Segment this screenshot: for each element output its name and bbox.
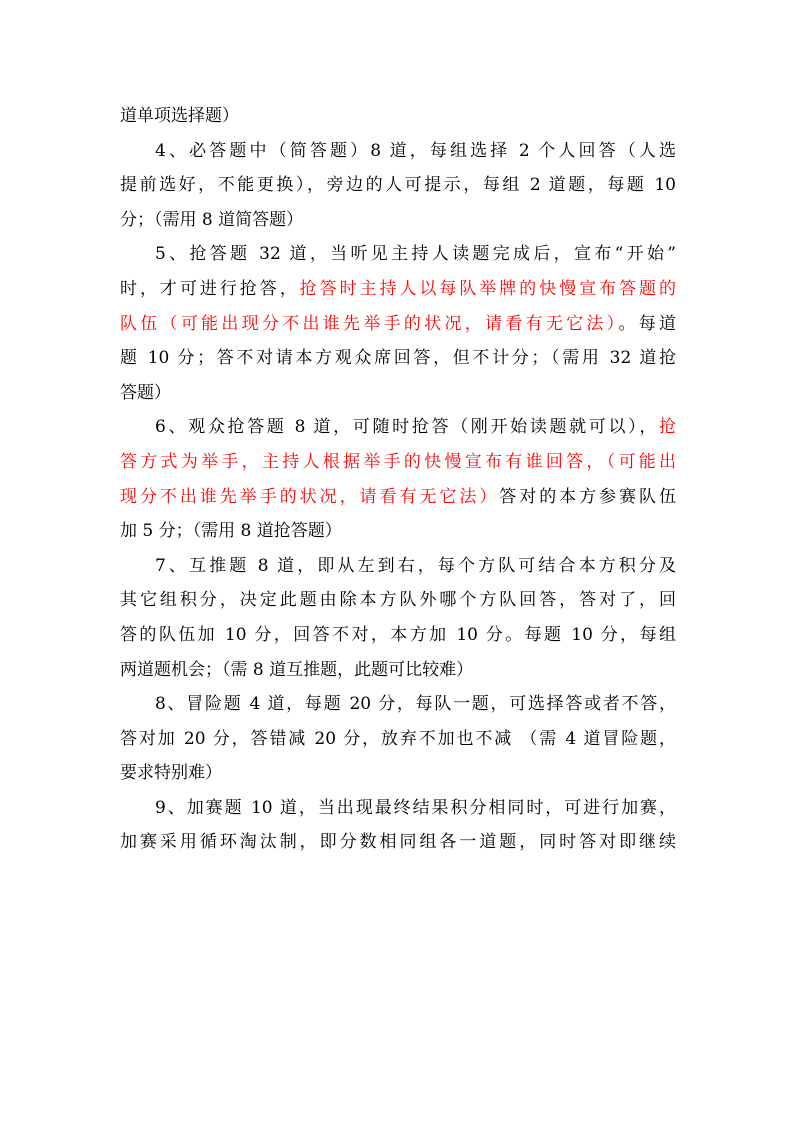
text-segment: 答的队伍加 10 分，回答不对，本方加 10 分。每题 10 分，每组 [120,624,676,645]
text-segment: 7、互推题 8 道，即从左到右，每个方队可结合本方积分及 [155,555,676,576]
text-line [120,376,676,411]
highlighted-text-segment: 现分不出谁先举手的状况，请看有无它法） [120,486,500,507]
text-line [120,99,676,134]
text-segment: 6、观众抢答题 8 道，可随时抢答（刚开始读题就可以）， [155,417,659,438]
text-line [120,203,676,238]
text-line [120,687,676,722]
text-line [120,134,676,169]
text-segment: 道单项选择题） [120,106,239,126]
text-segment: 提前选好，不能更换），旁边的人可提示，每组 2 道题，每题 10 [120,175,676,196]
text-segment: 答对的本方参赛队伍 [499,486,677,507]
text-line [120,722,676,757]
text-segment: 5、抢答题 32 道，当听见主持人读题完成后，宣布“开始” [155,244,676,265]
text-segment: 8、冒险题 4 道，每题 20 分，每队一题，可选择答或者不答， [155,694,676,715]
highlighted-text-segment: 抢 [659,417,676,438]
text-segment: 加 5 分；（需用 8 道抢答题） [120,521,342,542]
text-segment: 两道题机会；（需 8 道互推题，此题可比较难） [120,659,474,680]
text-line [120,825,676,860]
text-segment: 其它组积分，决定此题由除本方队外哪个方队回答，答对了，回 [120,590,676,611]
text-line [120,168,676,203]
text-segment: 题 10 分；答不对请本方观众席回答，但不计分；（需用 32 道抢 [120,348,676,369]
highlighted-text-segment: 队伍（可能出现分不出谁先举手的状况，请看有无它法） [120,313,619,334]
highlighted-text-segment: 答方式为举手，主持人根据举手的快慢宣布有谁回答，（可能出 [120,451,676,472]
text-segment: 答对加 20 分，答错减 20 分，放弃不加也不减 （需 4 道冒险题， [120,728,676,749]
text-line [120,791,676,826]
text-line [120,237,676,272]
text-line [120,480,676,515]
text-segment: 加赛采用循环淘汰制，即分数相同组各一道题，同时答对即继续 [120,832,676,853]
text-segment: 答题） [120,382,171,403]
text-segment: 时，才可进行抢答， [120,278,300,299]
text-segment: 。每道 [618,313,677,334]
text-line [120,653,676,688]
text-segment: 分；（需用 8 道简答题） [120,209,304,230]
text-line [120,549,676,584]
text-line [120,445,676,480]
text-line [120,514,676,549]
highlighted-text-segment: 抢答时主持人以每队举牌的快慢宣布答题的 [299,278,677,299]
text-segment: 要求特别难） [120,763,222,784]
text-line [120,583,676,618]
text-segment: 9、加赛题 10 道，当出现最终结果积分相同时，可进行加赛， [155,797,676,818]
text-line [120,618,676,653]
text-line [120,272,676,307]
text-segment: 4、必答题中（简答题）8 道，每组选择 2 个人回答（人选 [155,140,676,161]
text-line [120,341,676,376]
text-line [120,410,676,445]
document-page [120,99,676,860]
text-line [120,307,676,342]
text-line [120,756,676,791]
